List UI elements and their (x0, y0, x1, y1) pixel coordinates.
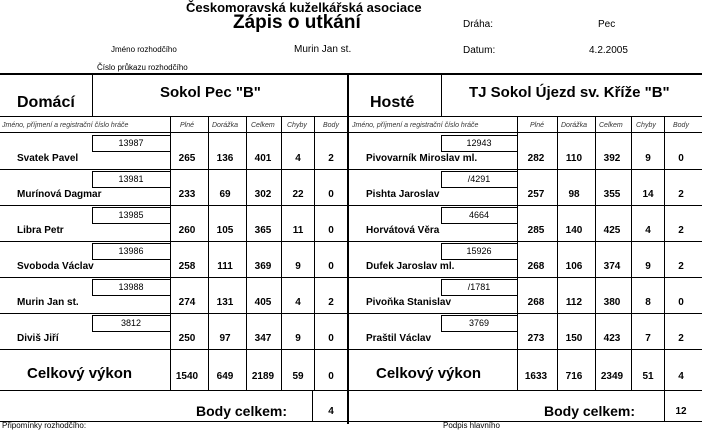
player-plne: 257 (527, 189, 545, 200)
divider (92, 279, 170, 280)
divider (441, 135, 517, 136)
home-section-label: Domácí (17, 94, 75, 111)
divider (92, 135, 170, 136)
player-reg-number: /1781 (467, 282, 491, 292)
player-plne: 282 (527, 153, 545, 164)
divider (349, 241, 702, 242)
player-dorazka: 111 (217, 261, 233, 272)
header-bottom-border (0, 116, 702, 117)
player-body: 2 (328, 153, 334, 164)
player-body: 2 (328, 297, 334, 308)
player-plne: 285 (527, 225, 545, 236)
player-reg-number: 13986 (118, 246, 144, 256)
player-dorazka: 105 (216, 225, 234, 236)
player-reg-number: 4664 (468, 210, 490, 220)
divider (92, 315, 170, 316)
player-chyby: 14 (642, 189, 654, 200)
player-reg-number: 13981 (118, 174, 144, 184)
home-total-body: 0 (328, 371, 334, 382)
guest-total-body: 4 (678, 371, 684, 382)
divider (92, 151, 170, 152)
divider (92, 74, 93, 116)
guest-col-player: Jméno, příjmení a registrační číslo hráče (352, 122, 479, 129)
player-plne: 260 (178, 225, 196, 236)
player-celkem: 365 (254, 225, 272, 236)
player-celkem: 302 (254, 189, 272, 200)
divider (312, 390, 313, 421)
player-chyby: 4 (295, 297, 301, 308)
divider (0, 277, 353, 278)
divider (441, 171, 517, 172)
home-total-chyby: 59 (292, 371, 304, 382)
player-reg-number: 15926 (466, 246, 492, 256)
player-name: Murin Jan st. (17, 297, 79, 308)
player-dorazka: 140 (565, 225, 583, 236)
lane-label: Dráha: (463, 19, 494, 30)
divider (0, 205, 353, 206)
signature-label: Podpis hlavního (443, 421, 500, 430)
divider (92, 259, 170, 260)
guest-total-chyby: 51 (642, 371, 654, 382)
player-body: 2 (678, 189, 684, 200)
page-title: Zápis o utkání (233, 12, 361, 33)
player-name: Dufek Jaroslav ml. (366, 261, 455, 272)
guest-col-chyby: Chyby (636, 122, 656, 129)
lane-value: Pec (598, 19, 616, 30)
player-name: Pishta Jaroslav (366, 189, 440, 200)
guest-body-total: 12 (675, 406, 687, 417)
divider (441, 243, 517, 244)
player-body: 2 (678, 333, 684, 344)
divider (92, 243, 170, 244)
divider (441, 331, 517, 332)
guest-col-celkem: Celkem (599, 122, 623, 129)
divider (92, 207, 170, 208)
divider (0, 313, 353, 314)
guest-col-dorazka: Dorážka (561, 122, 588, 129)
player-celkem: 405 (254, 297, 272, 308)
divider (441, 223, 517, 224)
player-chyby: 9 (295, 261, 301, 272)
divider (349, 313, 702, 314)
player-dorazka: 110 (565, 153, 583, 164)
divider (349, 205, 702, 206)
player-chyby: 4 (645, 225, 651, 236)
player-plne: 268 (527, 261, 545, 272)
player-body: 0 (328, 261, 334, 272)
colheader-bottom-border (0, 132, 702, 133)
player-name: Murínová Dagmar (17, 189, 102, 200)
player-name: Diviš Jiří (17, 333, 59, 344)
divider (441, 207, 517, 208)
home-total-plne: 1540 (175, 371, 199, 382)
player-reg-number: 12943 (466, 138, 492, 148)
guest-body-total-label: Body celkem: (544, 403, 636, 419)
referee-label: Jméno rozhodčího (111, 45, 177, 54)
player-chyby: 22 (292, 189, 304, 200)
totals-bottom-border (0, 390, 702, 391)
player-dorazka: 98 (568, 189, 580, 200)
home-total-dorazka: 649 (216, 371, 234, 382)
player-celkem: 425 (603, 225, 621, 236)
player-body: 0 (328, 333, 334, 344)
player-name: Svatek Pavel (17, 153, 79, 164)
body-total-bottom-border (0, 421, 702, 422)
home-col-body: Body (323, 122, 339, 129)
divider (92, 171, 170, 172)
guest-total-dorazka: 716 (565, 371, 583, 382)
home-col-player: Jméno, příjmení a registrační číslo hráče (2, 122, 129, 129)
home-col-celkem: Celkem (251, 122, 275, 129)
divider (92, 187, 170, 188)
home-col-dorazka: Dorážka (212, 122, 239, 129)
player-plne: 268 (527, 297, 545, 308)
player-reg-number: 13988 (118, 282, 144, 292)
referee-number-label: Číslo průkazu rozhodčího (97, 63, 188, 72)
player-celkem: 380 (603, 297, 621, 308)
guest-col-plne: Plné (530, 122, 545, 129)
player-celkem: 374 (603, 261, 621, 272)
home-body-total: 4 (328, 406, 334, 417)
guest-total-label: Celkový výkon (376, 365, 482, 382)
player-body: 0 (328, 225, 334, 236)
referee-value: Murin Jan st. (294, 44, 352, 55)
guest-total-celkem: 2349 (600, 371, 624, 382)
player-celkem: 423 (603, 333, 621, 344)
player-plne: 273 (527, 333, 545, 344)
divider (0, 169, 353, 170)
player-name: Horvátová Věra (366, 225, 440, 236)
player-body: 0 (678, 297, 684, 308)
home-col-plne: Plné (180, 122, 195, 129)
player-chyby: 4 (295, 153, 301, 164)
player-plne: 265 (178, 153, 196, 164)
player-chyby: 11 (292, 225, 304, 236)
player-plne: 274 (178, 297, 196, 308)
divider (441, 151, 517, 152)
player-celkem: 401 (254, 153, 272, 164)
player-chyby: 9 (295, 333, 301, 344)
player-dorazka: 150 (565, 333, 583, 344)
player-body: 0 (678, 153, 684, 164)
player-dorazka: 131 (216, 297, 234, 308)
guest-section-label: Hosté (370, 94, 415, 111)
player-dorazka: 69 (219, 189, 231, 200)
player-reg-number: 13985 (118, 210, 144, 220)
player-celkem: 369 (254, 261, 272, 272)
player-body: 0 (328, 189, 334, 200)
player-reg-number: 3769 (468, 318, 490, 328)
organization-name: Českomoravská kuželkářská asociace (186, 0, 422, 15)
player-name: Praštil Václav (366, 333, 432, 344)
home-body-total-label: Body celkem: (196, 403, 288, 419)
divider (664, 390, 665, 421)
player-dorazka: 106 (565, 261, 583, 272)
divider (441, 74, 442, 116)
table-top-border (0, 73, 702, 75)
player-name: Pivoňka Stanislav (366, 297, 452, 308)
divider (349, 277, 702, 278)
divider (0, 349, 353, 350)
player-plne: 250 (178, 333, 196, 344)
player-chyby: 9 (645, 153, 651, 164)
divider (349, 169, 702, 170)
divider (349, 349, 702, 350)
home-team-name: Sokol Pec "B" (160, 84, 261, 101)
home-total-celkem: 2189 (251, 371, 275, 382)
divider (92, 331, 170, 332)
divider (0, 241, 353, 242)
guest-team-name: TJ Sokol Újezd sv. Kříže "B" (469, 84, 670, 101)
player-celkem: 392 (603, 153, 621, 164)
player-reg-number: 13987 (118, 138, 144, 148)
player-dorazka: 136 (216, 153, 234, 164)
divider (441, 315, 517, 316)
player-plne: 258 (178, 261, 196, 272)
player-chyby: 9 (645, 261, 651, 272)
divider (92, 295, 170, 296)
player-body: 2 (678, 261, 684, 272)
player-name: Pivovarník Miroslav ml. (366, 153, 478, 164)
date-label: Datum: (463, 45, 496, 56)
player-name: Svoboda Václav (17, 261, 94, 272)
player-dorazka: 97 (219, 333, 231, 344)
date-value: 4.2.2005 (589, 45, 628, 56)
player-plne: 233 (178, 189, 196, 200)
player-dorazka: 112 (565, 297, 583, 308)
player-celkem: 347 (254, 333, 272, 344)
divider (441, 259, 517, 260)
home-total-label: Celkový výkon (27, 365, 133, 382)
player-reg-number: /4291 (467, 174, 491, 184)
divider (441, 279, 517, 280)
divider (441, 187, 517, 188)
home-col-chyby: Chyby (287, 122, 307, 129)
divider (441, 295, 517, 296)
guest-total-plne: 1633 (524, 371, 548, 382)
player-chyby: 8 (645, 297, 651, 308)
player-celkem: 355 (603, 189, 621, 200)
player-reg-number: 3812 (120, 318, 142, 328)
player-name: Libra Petr (17, 225, 64, 236)
remarks-label: Připomínky rozhodčího: (2, 421, 87, 430)
divider (92, 223, 170, 224)
guest-col-body: Body (673, 122, 689, 129)
player-chyby: 7 (645, 333, 651, 344)
player-body: 2 (678, 225, 684, 236)
